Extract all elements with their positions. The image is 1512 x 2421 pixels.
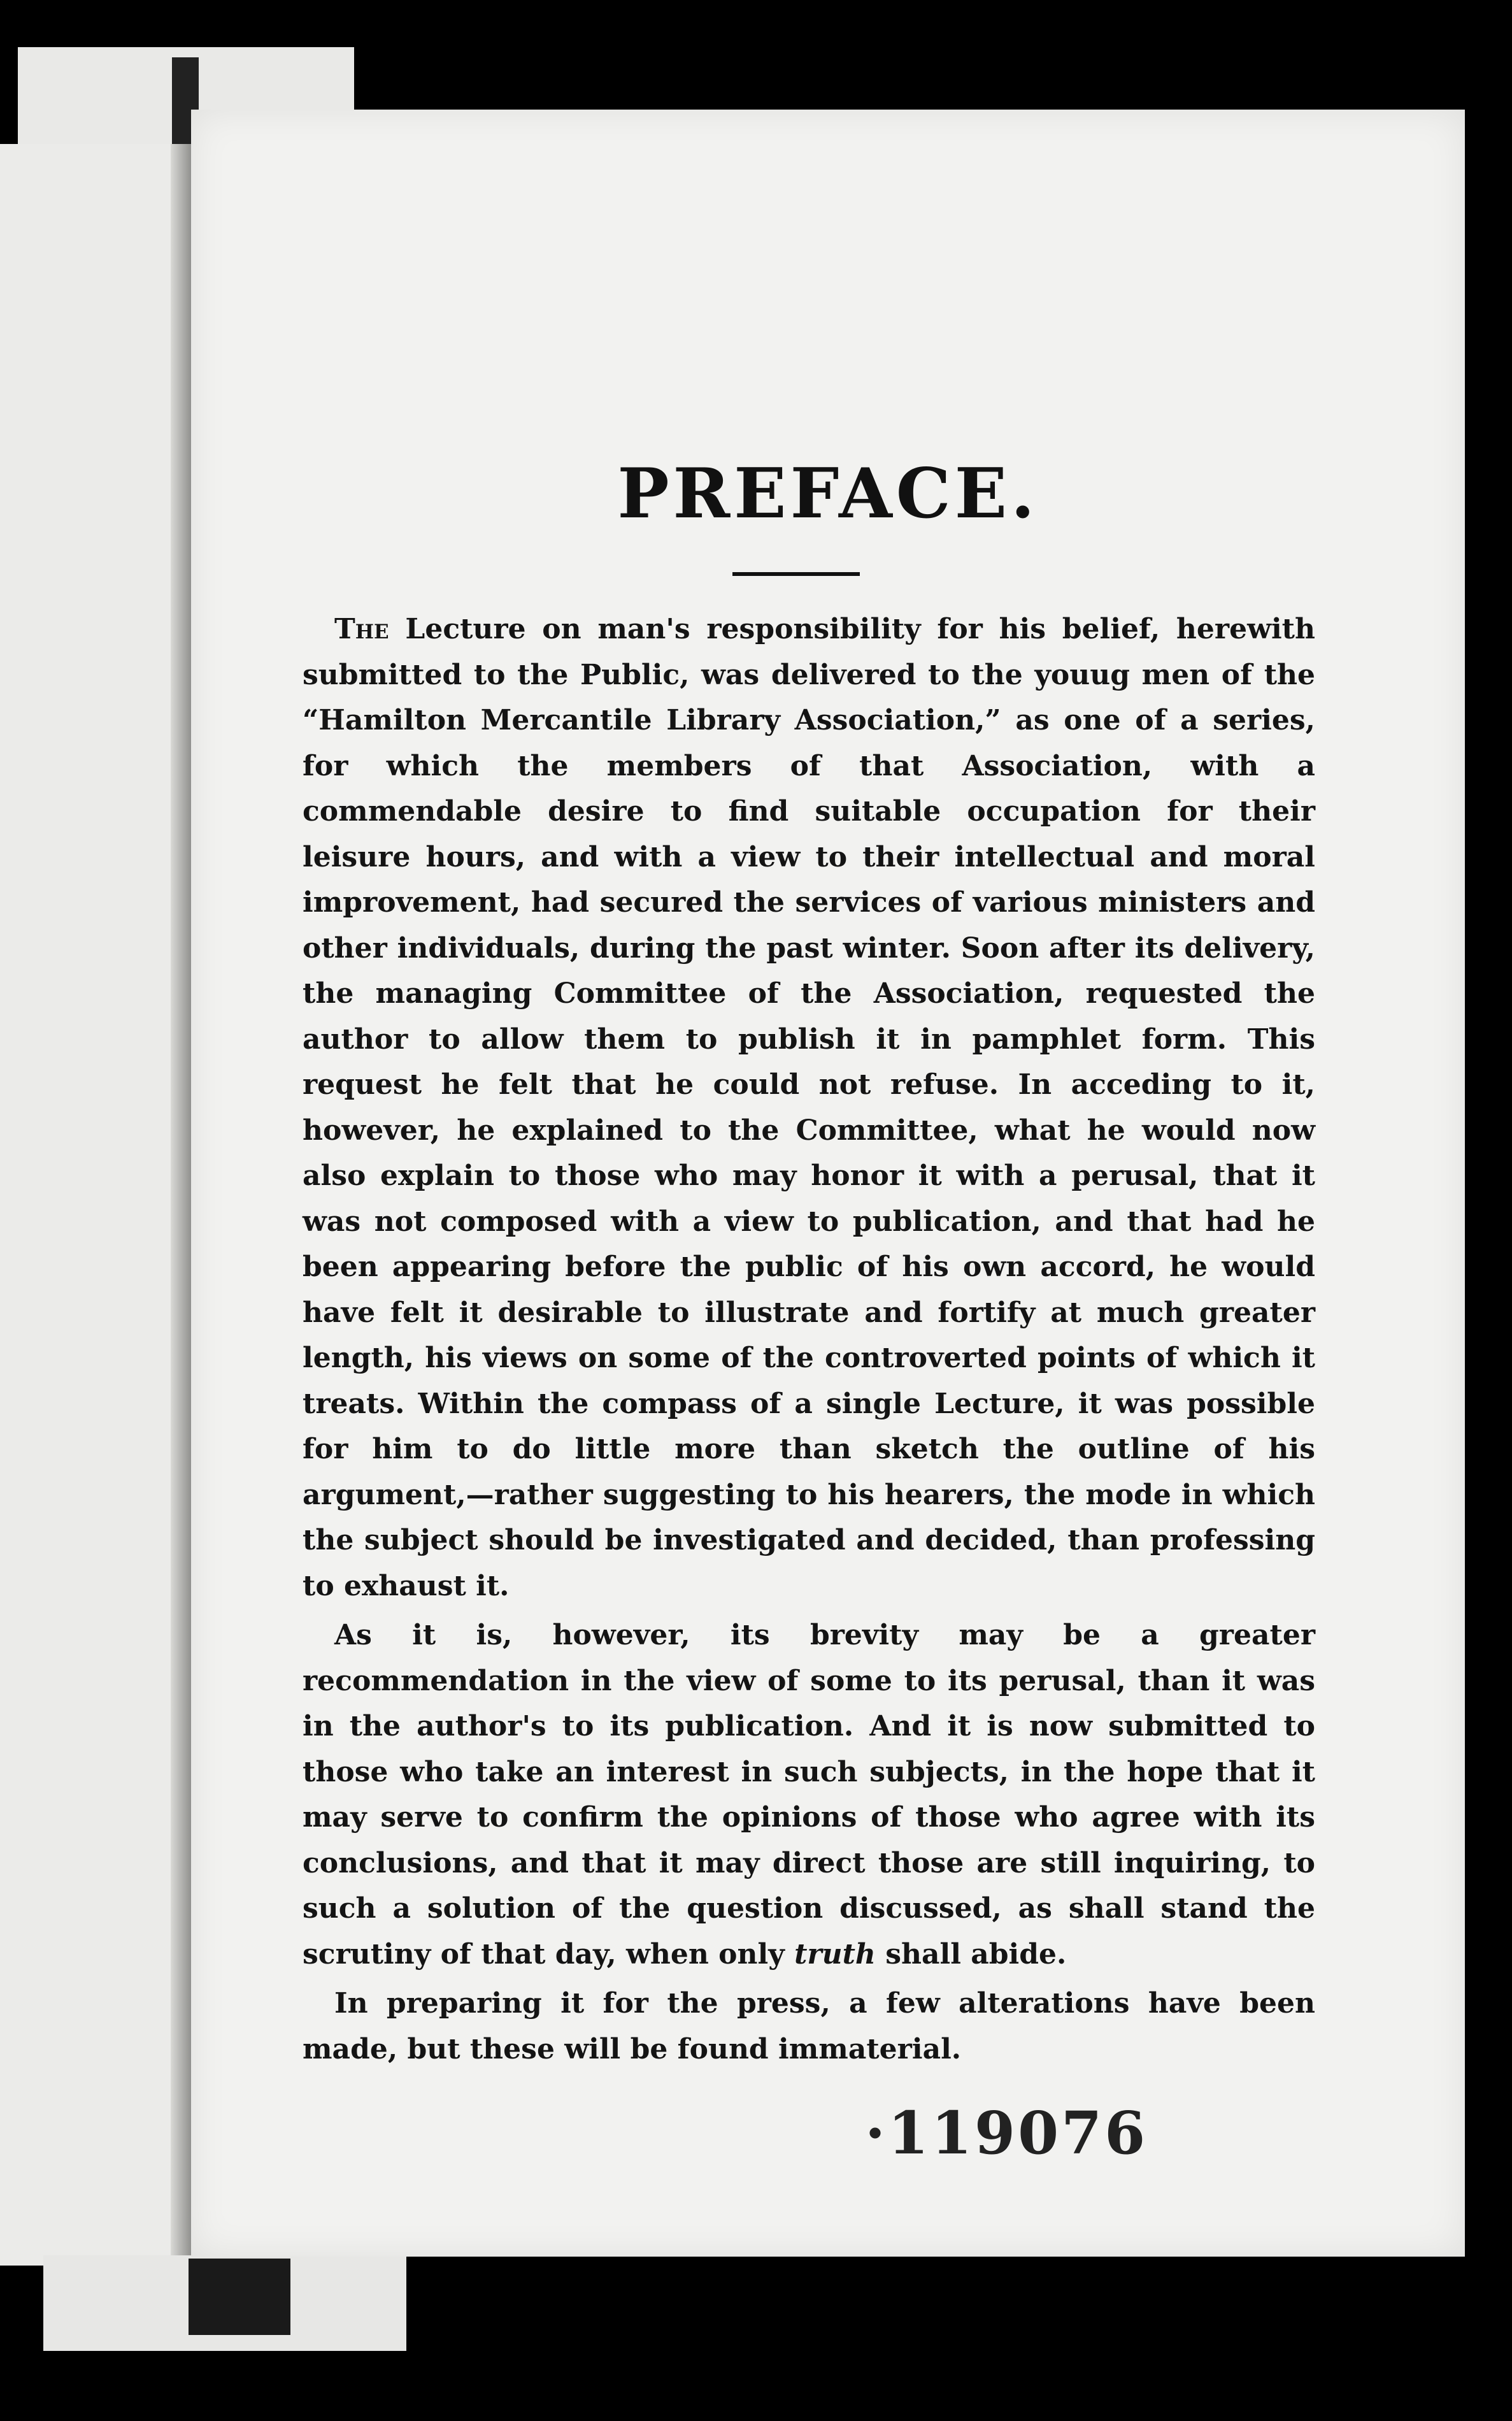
bottom-binding-shadow <box>189 2259 290 2335</box>
paragraph-3-text: In preparing it for the press, a few alterations have been made, but these will be found immaterial. <box>303 1987 1315 2065</box>
paragraph-1-text: Lecture on man's responsibility for his belief, herewith submitted to the Public, was delivered to the youug men of the “Hamilton Mercantile Library Association,” as one of a series, for which the members of that Association, with a commendable desire to find suitable occupation for their leisure hours, and with a view to their intellectual and moral improvement, had secured the services of various ministers and other individuals, during the past winter. Soon after its delivery, the managing Committee of the Association, requested the author to allow them to publish it in pamphlet form. This request he felt that he could not refuse. In acceding to it, however, he explained to the Committee, what he would now also explain to those who may honor it with a perusal, that it was not composed with a view to publication, and that had he been appearing before the public of his own accord, he would have felt it desirable to illustrate and fortify at much greater length, his views on some of the controverted points of which it treats. Within the compass of a single Lecture, it was possible for him to do little more than sketch the outline of his argument,—rather suggesting to his hearers, the mode in which the subject should be investigated and decided, than professing to exhaust it. <box>303 613 1315 1602</box>
page-title: PREFACE. <box>617 454 1039 534</box>
title-rule <box>732 572 860 576</box>
paragraph-1 <box>303 607 1315 1609</box>
paragraph-2-tail: shall abide. <box>875 1937 1067 1971</box>
paragraph-2 <box>303 1613 1315 1977</box>
lead-word: The <box>334 613 389 645</box>
accession-number-stamp: ·119076 <box>865 2099 1148 2167</box>
preface-page <box>191 110 1465 2257</box>
emphasis-word: truth <box>794 1937 876 1971</box>
paragraph-2-text: As it is, however, its brevity may be a greater recommendation in the view of some to its perusal, than it was in the author's to its publication. And it is now submitted to those who take an interest in such subjects, in the hope that it may serve to confirm the opinions of those who agree with its conclusions, and that it may direct those are still inquiring, to such a solution of the question discussed, as shall stand the scrutiny of that day, when only <box>303 1619 1315 1971</box>
paragraph-3 <box>303 1981 1315 2072</box>
preface-body <box>303 607 1315 2076</box>
